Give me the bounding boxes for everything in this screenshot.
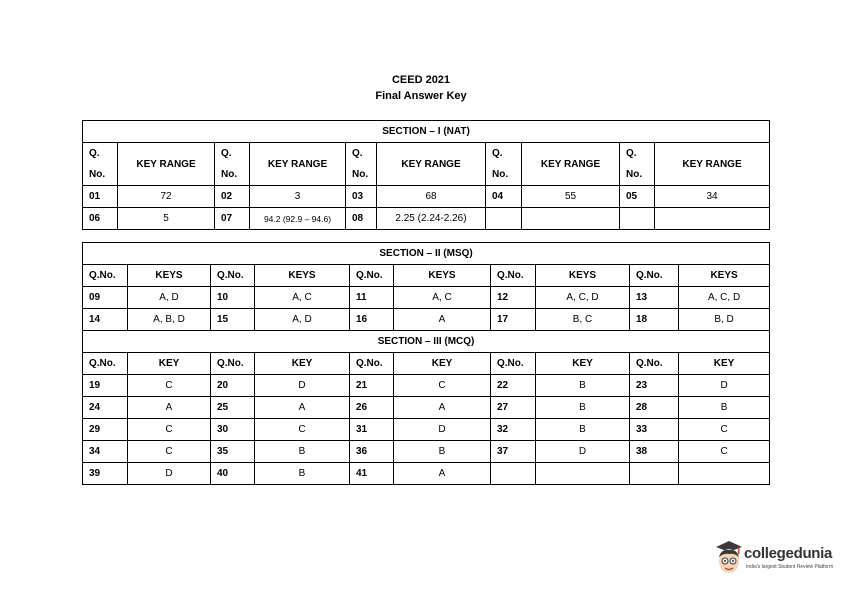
question-number: 15 (211, 309, 255, 331)
question-number: 28 (630, 397, 679, 419)
question-number: 39 (83, 463, 128, 485)
question-number: 36 (350, 441, 394, 463)
answer-key (679, 463, 770, 485)
qno-header: Q.No. (350, 353, 394, 375)
answer-key: D (255, 375, 350, 397)
question-number: 41 (350, 463, 394, 485)
question-number: 18 (630, 309, 679, 331)
question-number: 02 (215, 186, 250, 208)
table-row (83, 419, 770, 441)
answer-key: A (394, 309, 491, 331)
question-number: 22 (491, 375, 536, 397)
qno-header: Q. No. (486, 143, 522, 186)
question-number: 08 (346, 208, 377, 230)
answer-key: A (128, 397, 211, 419)
question-number: 10 (211, 287, 255, 309)
table-row (83, 208, 770, 230)
question-number: 07 (215, 208, 250, 230)
msq-section-title: SECTION – II (MSQ) (83, 243, 770, 265)
answer-key: A, D (128, 287, 211, 309)
question-number (491, 463, 536, 485)
answer-key: A (394, 463, 491, 485)
answer-key (655, 208, 770, 230)
table-row (83, 441, 770, 463)
qno-header: Q. No. (346, 143, 377, 186)
question-number: 30 (211, 419, 255, 441)
document-title: CEED 2021 (391, 74, 451, 86)
msq-mcq-answer-table (82, 242, 770, 485)
answer-key: C (128, 441, 211, 463)
question-number: 29 (83, 419, 128, 441)
question-number: 40 (211, 463, 255, 485)
answer-key: D (128, 463, 211, 485)
question-number: 31 (350, 419, 394, 441)
key-header: KEY (679, 353, 770, 375)
key-header: KEY (536, 353, 630, 375)
question-number: 38 (630, 441, 679, 463)
qno-header: Q.No. (491, 353, 536, 375)
question-number: 34 (83, 441, 128, 463)
answer-key: 94.2 (92.9 – 94.6) (250, 208, 346, 230)
answer-key: B (536, 397, 630, 419)
question-number (630, 463, 679, 485)
answer-key: B (394, 441, 491, 463)
answer-key: A (255, 397, 350, 419)
qno-header: Q.No. (83, 353, 128, 375)
keys-header: KEYS (679, 265, 770, 287)
table-row (83, 375, 770, 397)
answer-key: B (536, 375, 630, 397)
msq-header-row (83, 265, 770, 287)
question-number: 13 (630, 287, 679, 309)
answer-key: B (679, 397, 770, 419)
mcq-header-row (83, 353, 770, 375)
answer-key: A, B, D (128, 309, 211, 331)
key-header: KEY (394, 353, 491, 375)
qno-header: Q. No. (620, 143, 655, 186)
question-number: 14 (83, 309, 128, 331)
answer-key (536, 463, 630, 485)
question-number (486, 208, 522, 230)
question-number: 17 (491, 309, 536, 331)
question-number: 35 (211, 441, 255, 463)
qno-header: Q.No. (211, 353, 255, 375)
answer-key: B, D (679, 309, 770, 331)
keys-header: KEYS (255, 265, 350, 287)
question-number: 03 (346, 186, 377, 208)
answer-key: C (128, 375, 211, 397)
keys-header: KEYS (536, 265, 630, 287)
qno-header: Q.No. (83, 265, 128, 287)
table-row (83, 287, 770, 309)
answer-key: A, D (255, 309, 350, 331)
answer-key: 55 (522, 186, 620, 208)
answer-key: B, C (536, 309, 630, 331)
question-number: 21 (350, 375, 394, 397)
answer-key: 2.25 (2.24-2.26) (377, 208, 486, 230)
key-header: KEY (128, 353, 211, 375)
question-number: 09 (83, 287, 128, 309)
answer-key: A, C, D (679, 287, 770, 309)
question-number: 25 (211, 397, 255, 419)
logo-tagline: India's largest Student Review Platform (746, 564, 834, 570)
keys-header: KEYS (394, 265, 491, 287)
key-range-header: KEY RANGE (118, 143, 215, 186)
answer-key: C (128, 419, 211, 441)
key-range-header: KEY RANGE (250, 143, 346, 186)
answer-key: 3 (250, 186, 346, 208)
question-number: 24 (83, 397, 128, 419)
table-row (83, 186, 770, 208)
answer-key (522, 208, 620, 230)
answer-key: 68 (377, 186, 486, 208)
mascot-face-icon (712, 537, 746, 577)
qno-header: Q. No. (83, 143, 118, 186)
question-number: 12 (491, 287, 536, 309)
keys-header: KEYS (128, 265, 211, 287)
question-number: 37 (491, 441, 536, 463)
qno-header: Q.No. (491, 265, 536, 287)
answer-key: A, C (394, 287, 491, 309)
nat-section-title: SECTION – I (NAT) (83, 121, 770, 143)
answer-key: A, C (255, 287, 350, 309)
question-number: 11 (350, 287, 394, 309)
question-number: 23 (630, 375, 679, 397)
table-row (83, 397, 770, 419)
question-number: 32 (491, 419, 536, 441)
key-header: KEY (255, 353, 350, 375)
question-number: 20 (211, 375, 255, 397)
answer-key: C (394, 375, 491, 397)
key-range-header: KEY RANGE (655, 143, 770, 186)
answer-key: C (255, 419, 350, 441)
answer-key: A (394, 397, 491, 419)
qno-header: Q.No. (630, 265, 679, 287)
mcq-section-title: SECTION – III (MCQ) (83, 331, 770, 353)
qno-header: Q. No. (215, 143, 250, 186)
qno-header: Q.No. (350, 265, 394, 287)
key-range-header: KEY RANGE (377, 143, 486, 186)
answer-key: B (255, 463, 350, 485)
answer-key: A, C, D (536, 287, 630, 309)
answer-key: D (394, 419, 491, 441)
answer-key: 5 (118, 208, 215, 230)
question-number: 16 (350, 309, 394, 331)
question-number: 04 (486, 186, 522, 208)
qno-header: Q.No. (211, 265, 255, 287)
table-row (83, 463, 770, 485)
question-number: 06 (83, 208, 118, 230)
answer-key: B (536, 419, 630, 441)
answer-key: B (255, 441, 350, 463)
qno-header: Q.No. (630, 353, 679, 375)
question-number: 26 (350, 397, 394, 419)
answer-key: C (679, 441, 770, 463)
key-range-header: KEY RANGE (522, 143, 620, 186)
document-subtitle: Final Answer Key (375, 90, 467, 102)
answer-key: D (536, 441, 630, 463)
nat-answer-table (82, 120, 770, 230)
answer-key: C (679, 419, 770, 441)
logo-wordmark: collegedunia (744, 545, 833, 562)
answer-key: 34 (655, 186, 770, 208)
question-number: 01 (83, 186, 118, 208)
answer-key: 72 (118, 186, 215, 208)
nat-header-row (83, 143, 770, 186)
question-number: 05 (620, 186, 655, 208)
question-number (620, 208, 655, 230)
question-number: 27 (491, 397, 536, 419)
question-number: 19 (83, 375, 128, 397)
question-number: 33 (630, 419, 679, 441)
table-row (83, 309, 770, 331)
collegedunia-logo (712, 537, 837, 579)
answer-key: D (679, 375, 770, 397)
